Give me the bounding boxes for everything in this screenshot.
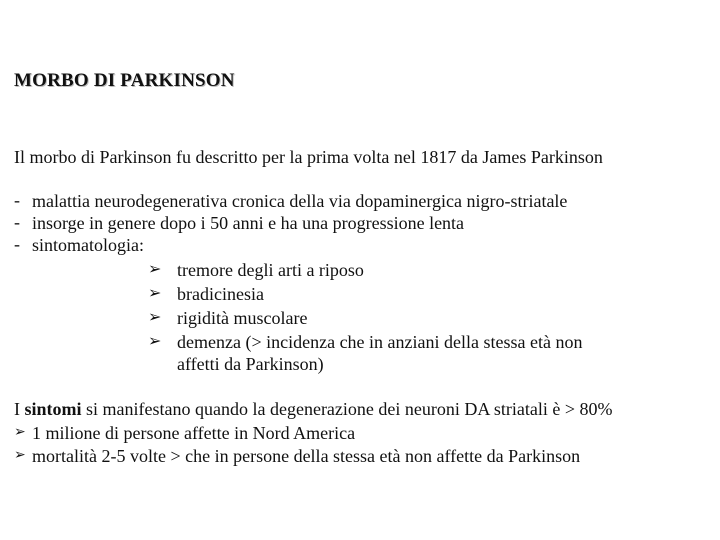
page-title: MORBO DI PARKINSON (14, 70, 235, 91)
sintomi-sentence (14, 398, 613, 420)
arrow-bullet-icon: ➢ (148, 309, 162, 326)
arrow-bullet-icon: ➢ (148, 285, 162, 302)
arrow-bullet-icon: ➢ (148, 261, 162, 278)
symptom-item: tremore degli arti a riposo (177, 260, 364, 280)
intro-text: Il morbo di Parkinson fu descritto per la prima volta nel 1817 da James Parkinson (14, 147, 603, 167)
dash-marker: - (14, 212, 20, 232)
sintomi-bold-word: sintomi (24, 399, 82, 419)
dash-marker: - (14, 190, 20, 210)
sintomi-suffix: si manifestano quando la degenerazione dei neuroni DA striatali è > 80% (81, 399, 613, 419)
dash-marker: - (14, 234, 20, 254)
arrow-bullet-icon: ➢ (148, 333, 162, 350)
sintomi-prefix: I (14, 399, 25, 419)
symptom-item: bradicinesia (177, 284, 264, 304)
stat-item: mortalità 2-5 volte > che in persone della stessa età non affette da Parkinson (32, 446, 581, 466)
arrow-bullet-icon: ➢ (14, 425, 26, 440)
list-item: malattia neurodegenerativa cronica della via dopaminergica nigro-striatale (32, 191, 568, 211)
symptom-continuation: affetti da Parkinson) (177, 354, 324, 374)
list-item: insorge in genere dopo i 50 anni e ha una progressione lenta (32, 213, 465, 233)
symptom-item: demenza (> incidenza che in anziani della stessa età non (177, 332, 583, 352)
symptom-item: rigidità muscolare (177, 308, 308, 328)
list-item: sintomatologia: (32, 235, 144, 255)
arrow-bullet-icon: ➢ (14, 448, 26, 463)
stat-item: 1 milione di persone affette in Nord America (32, 423, 356, 443)
